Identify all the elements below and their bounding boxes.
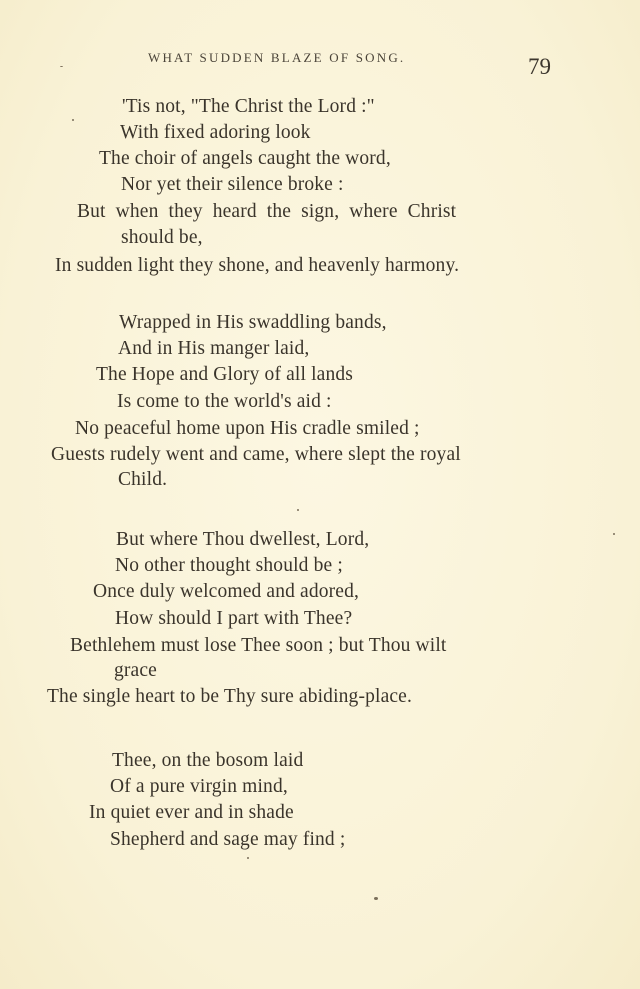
poem-line: But where Thou dwellest, Lord, xyxy=(116,529,370,550)
paper-speck xyxy=(247,857,249,859)
poem-line: With fixed adoring look xyxy=(120,122,311,143)
poem-line: But when they heard the sign, where Christ xyxy=(77,201,457,222)
running-head: WHAT SUDDEN BLAZE OF SONG. xyxy=(148,50,406,65)
paper-speck xyxy=(72,119,74,121)
paper-speck xyxy=(60,66,63,67)
poem-line: Thee, on the bosom laid xyxy=(112,750,304,771)
poem-line: How should I part with Thee? xyxy=(115,608,353,629)
poem-line: should be, xyxy=(121,227,203,248)
poem-line: Shepherd and sage may find ; xyxy=(110,829,346,850)
poem-line: In sudden light they shone, and heavenly harmony. xyxy=(55,255,460,276)
poem-line: Child. xyxy=(118,469,168,490)
poem-line: 'Tis not, "The Christ the Lord :" xyxy=(122,96,375,117)
paper-speck xyxy=(613,533,615,535)
paper-speck xyxy=(374,897,378,900)
poem-line: No other thought should be ; xyxy=(115,555,343,576)
poem-line: Wrapped in His swaddling bands, xyxy=(119,312,387,333)
poem-line: Once duly welcomed and adored, xyxy=(93,581,360,602)
poem-line: Bethlehem must lose Thee soon ; but Thou wilt xyxy=(70,635,447,656)
poem-line: Nor yet their silence broke : xyxy=(121,174,344,195)
page-number: 79 xyxy=(528,54,551,79)
poem-line: And in His manger laid, xyxy=(118,338,310,359)
poem-line: Of a pure virgin mind, xyxy=(110,776,288,797)
poem-line: grace xyxy=(114,660,157,681)
poem-line: Is come to the world's aid : xyxy=(117,391,332,412)
poem-line: The choir of angels caught the word, xyxy=(99,148,391,169)
poem-line: Guests rudely went and came, where slept the royal xyxy=(51,444,461,465)
poem-line: The single heart to be Thy sure abiding-place. xyxy=(47,686,413,707)
poem-line: In quiet ever and in shade xyxy=(89,802,294,823)
poem-line: The Hope and Glory of all lands xyxy=(96,364,353,385)
paper-speck xyxy=(297,509,299,511)
poem-line: No peaceful home upon His cradle smiled ; xyxy=(75,418,420,439)
